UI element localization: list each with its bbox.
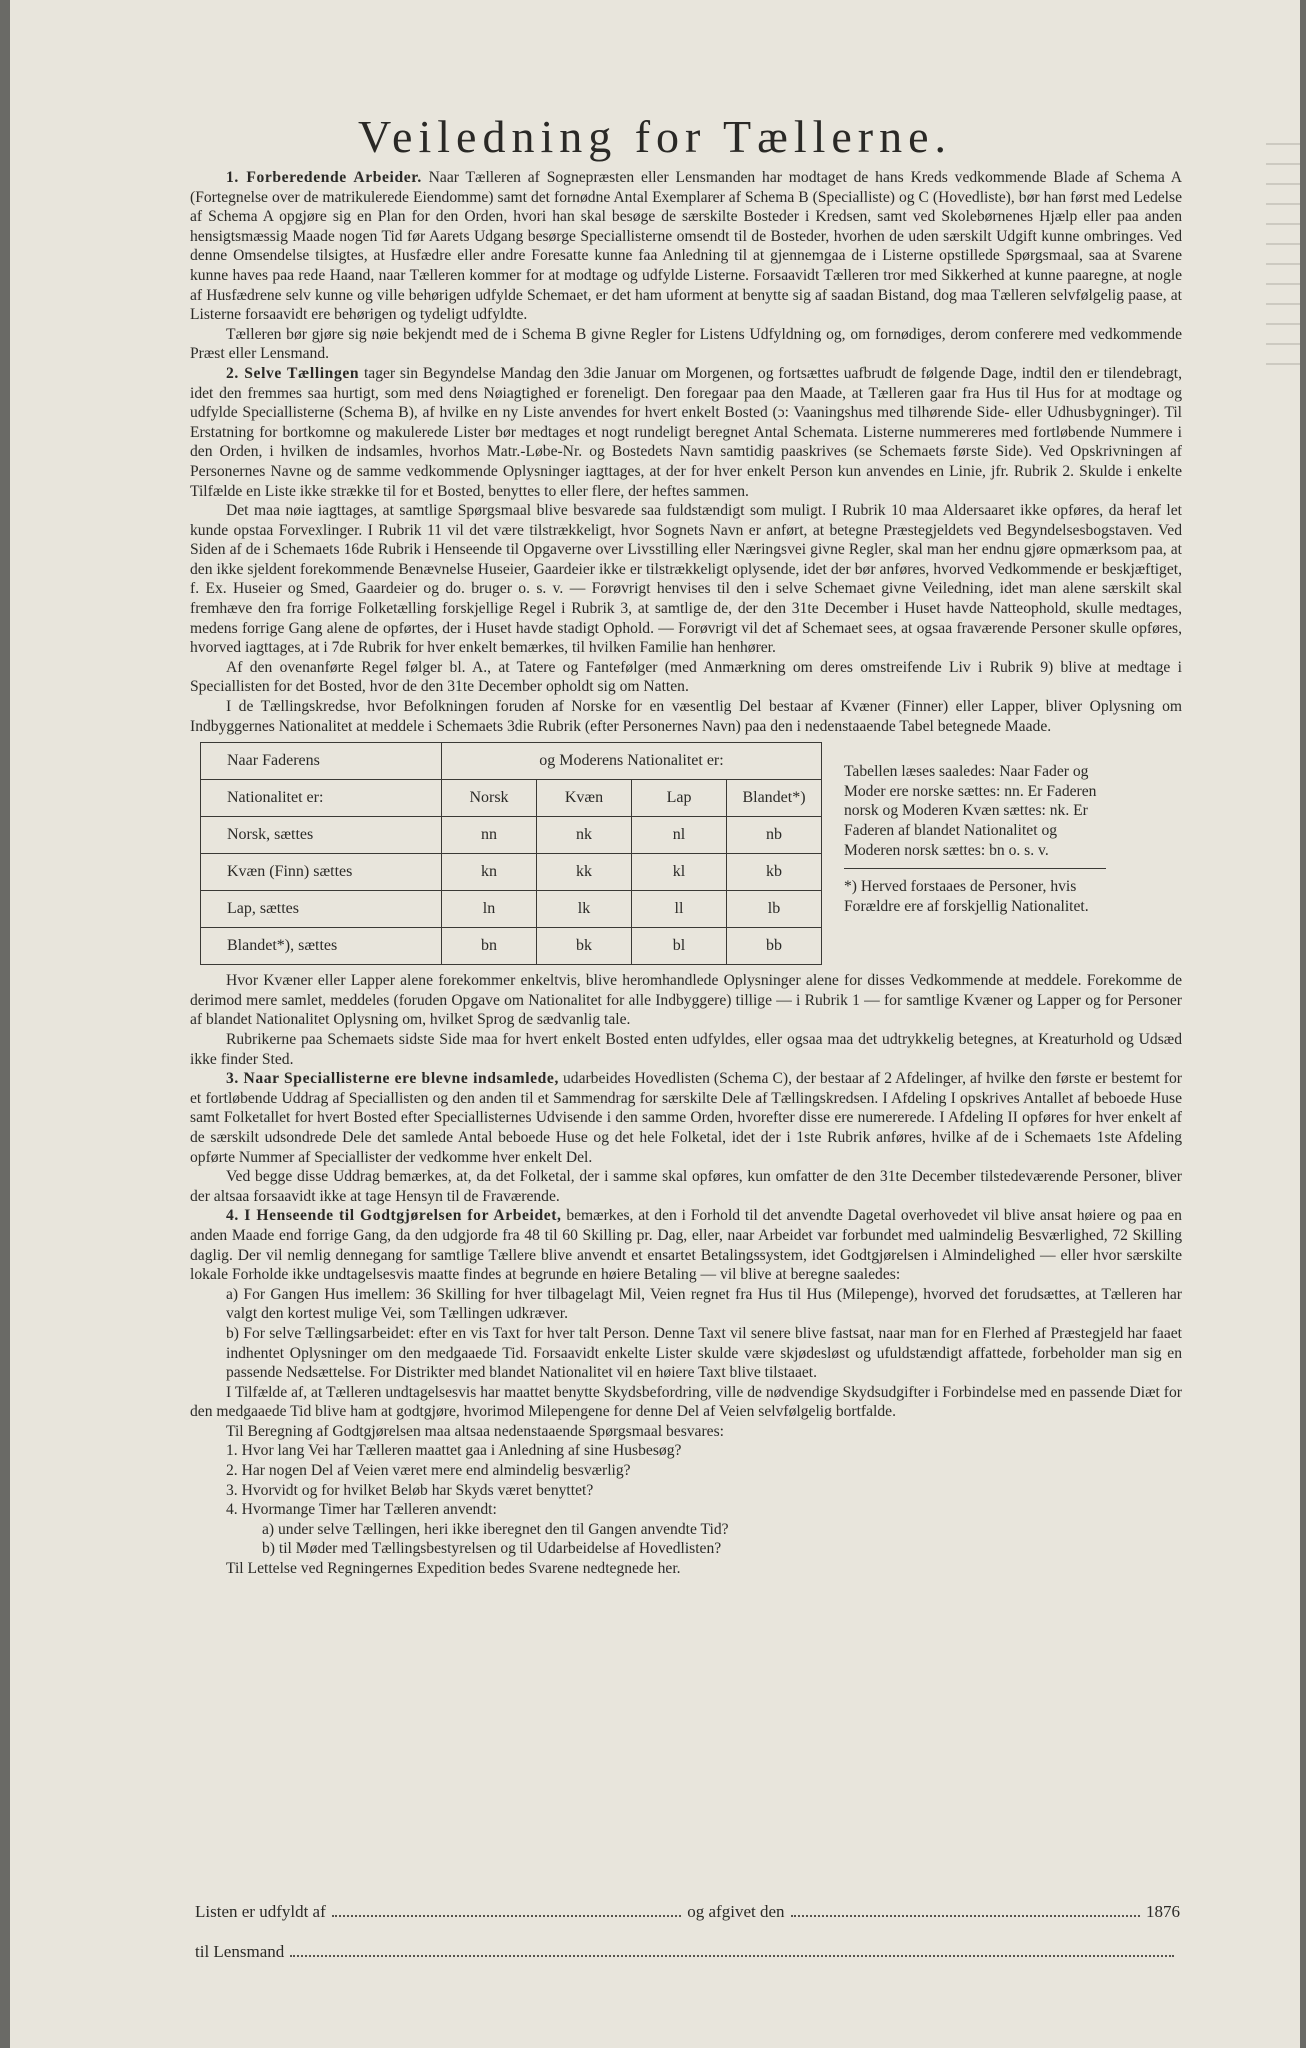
year-label: 1876 <box>1146 1902 1181 1921</box>
section-4-rates <box>190 1285 1182 1383</box>
rate-a: a) For Gangen Hus imellem: 36 Skilling for hver tilbagelagt Mil, Veien regnet fra Hus til Hus (Milepenge), hvorved det forudsættes, at Tælleren har valgt den kortest mulige Vei, som Tællingen udkræver. <box>226 1285 1182 1323</box>
section-4-heading: 4. I Henseende til Godtgjørelsen for Arbeidet, <box>226 1207 562 1225</box>
table-footnote: *) Herved forstaaes de Personer, hvis Forældre ere af forskjellig Nationalitet. <box>844 878 1089 915</box>
question-3: 3. Hvorvidt og for hvilket Beløb har Skyds været benyttet? <box>226 1481 594 1499</box>
header-father: Naar Faderens <box>201 743 442 780</box>
lensmand-blank[interactable] <box>290 1955 1174 1957</box>
section-2-paragraph-2: Det maa nøie iagttages, at samtlige Spørgsmaal blive besvarede saa fuldstændigt som muligt. I Rubrik 10 maa Aldersaaret ikke opføres, da heraf let kunde opstaa Forvexlinger. I Rubrik 11 vil det være tilstrækkeligt, hvor Sognets Navn er anført, at betegne Præstegjeldets ved Begyndelsesbogstaven. Ved Siden af de i Schemaets 16de Rubrik i Henseende til Opgaverne over Livsstilling eller Næringsvei givne Regler, skal man her endnu gjøre opmærksom paa, at den ikke sjeldent forekommende Benævnelse Huseier, Gaardeier ikke er tilstrækkeligt oplysende, idet der bør anføres, hvorved Vedkommende er beskjæftiget, f. Ex. Huseier og Smed, Gaardeier og do. bruger o. s. v. — Forøvrigt henvises til den i selve Schemaet givne Veiledning, idet man alene særskilt skal fremhæve den fra forrige Folketælling forskjellige Regel i Rubrik 3, at samtlige de, der den 31te December i Huset havde Natteophold, skulle medtages, medens forrige Gang alene de opførtes, der i Huset havde stadigt Ophold. — Forøvrigt vil det af Schemaet sees, at ogsaa fraværende Personer skulle opføres, hvorved iagttages, at i 7de Rubrik for hver enkelt bemærkes, til hvilken Familie han henhører. <box>190 502 1182 657</box>
lensmand-label: til Lensmand <box>195 1942 285 1961</box>
bleed-through-text <box>1266 125 1300 545</box>
question-4: 4. Hvormange Timer har Tælleren anvendt: <box>226 1501 497 1519</box>
question-1: 1. Hvor lang Vei har Tælleren maattet gaa i Anledning af sine Husbesøg? <box>226 1442 682 1460</box>
table-row: Kvæn (Finn) sættes kn kk kl kb <box>201 854 822 891</box>
table-reading-note: Tabellen læses saaledes: Naar Fader og Moder ere norske sættes: nn. Er Faderen norsk og Moderen Kvæn sættes: nk. Er Faderen af blandet Nationalitet og Moderen norsk sættes: bn o. s. v. <box>844 763 1097 859</box>
footer-line-2 <box>195 1942 1180 1962</box>
after-table-paragraph: Hvor Kvæner eller Lapper alene forekommer enkeltvis, blive heromhandlede Oplysninger alene for disses Vedkommende at meddele. Forekomme de derimod mere samlet, meddeles (foruden Opgave om Nationalitet for alle Indbyggere) tillige — i Rubrik 1 — for samtlige Kvæner og Lapper og for Personer af blandet Nationalitet Oplysning om, hvilket Sprog de sædvanlig tale. <box>190 972 1182 1029</box>
document-body <box>190 168 1182 1579</box>
header-mother: og Moderens Nationalitet er: <box>442 743 822 780</box>
section-4-paragraph-2: I Tilfælde af, at Tælleren undtagelsesvis har maattet benytte Skydsbefordring, ville de nødvendige Skydsudgifter i Forbindelse med en passende Diæt for den medgaaede Tid blive ham at godtgjøre, hvorimod Milepengene for denne Del af Veien selvfølgelig bortfalde. <box>190 1383 1182 1421</box>
col-norsk: Norsk <box>442 780 537 817</box>
section-2-paragraph: 2. Selve Tællingen tager sin Begyndelse Mandag den 3die Januar om Morgenen, og fortsættes uafbrudt de følgende Dage, indtil den er tilendebragt, idet den fremmes saa hurtigt, som med dens Nøiagtighed er foreneligt. Den foregaar paa den Maade, at Tælleren gaar fra Hus til Hus for at modtage og udfylde Speciallisterne (Schema B), af hvilke en ny Liste anvendes for hvert enkelt Bosted (ɔ: Vaaningshus med tilhørende Side- eller Udhusbygninger). Til Erstatning for bortkomne og makulerede Lister bør medtages et nogt rundeligt beregnet Antal Schemata. Listerne nummereres med fortløbende Nummere i den Orden, i hvilken de indsamles, hvorhos Matr.-Løbe-Nr. og Bostedets Navn samtidig paaskrives (se Schemaets første Side). Ved Opskrivningen af Personernes Navne og de samme vedkommende Oplysninger iagttages, at der for hver enkelt Person kun anvendes en Linie, jfr. Rubrik 2. Skulde i enkelte Tilfælde en Liste ikke strække til for et Bosted, benyttes to eller flere, der heftes sammen. <box>190 364 1182 500</box>
section-1-paragraph-2: Tælleren bør gjøre sig nøie bekjendt med de i Schema B givne Regler for Listens Udfyldning og, om fornødiges, derom conferere med vedkommende Præst eller Lensmand. <box>190 325 1182 363</box>
note-divider <box>844 868 1106 869</box>
footer-line-1 <box>195 1902 1180 1922</box>
table-notes <box>844 742 1106 965</box>
section-3-heading: 3. Naar Speciallisterne ere blevne indsamlede, <box>226 1070 559 1088</box>
page-title: Veiledning for Tællerne. <box>357 111 953 162</box>
col-kvaen: Kvæn <box>537 780 632 817</box>
section-2-heading: 2. Selve Tællingen <box>226 364 360 382</box>
table-subheader-row <box>201 780 822 817</box>
col-blandet: Blandet*) <box>727 780 822 817</box>
section-3-paragraph-2: Ved begge disse Uddrag bemærkes, at, da det Folketal, der i samme skal opføres, kun omfatter de den 31te December tilstedeværende Personer, bliver der altsaa forsaavidt ikke at tage Hensyn til de Fraværende. <box>190 1168 1182 1205</box>
col-lap: Lap <box>632 780 727 817</box>
section-4-paragraph-4: Til Lettelse ved Regningernes Expedition bedes Svarene nedtegnede her. <box>226 1560 681 1578</box>
section-1-heading: 1. Forberedende Arbeider. <box>226 169 422 186</box>
table-row: Lap, sættes ln lk ll lb <box>201 891 822 928</box>
document-page <box>10 0 1300 2048</box>
date-blank[interactable] <box>791 1915 1141 1917</box>
section-1-paragraph: 1. Forberedende Arbeider. Naar Tælleren af Sognepræsten eller Lensmanden har modtaget de hans Kreds vedkommende Blade af Schema A (Fortegnelse over de matrikulerede Eiendomme) samt det fornødne Antal Exemplarer af Schema B (Specialliste) og C (Hovedliste), bør han først med Ledelse af Schema A opgjøre sig en Plan for den Orden, hvori han skal besøge de særskilte Bosteder i Kredsen, samt ved Skolebørnenes Hjælp eller paa anden hensigtsmæssig Maade nogen Tid før Aarets Udgang besørge Speciallisterne omsendt til de Bosteder, hvorhen de uden særskilt Udgift kunne ombringes. Ved denne Omsendelse tilsigtes, at Husfædre eller andre Foresatte kunne faa Anledning til at gjennemgaa de i Listerne opstillede Spørgsmaal, saa at Svarene kunne haves paa rede Haand, naar Tælleren kommer for at modtage og udfylde Listerne. Forsaavidt Tælleren tror med Sikkerhed at kunne paaregne, at nogle af Husfædrene selv kunne og ville behørigen udfylde Schemaet, er det ham uforment at benytte sig af saadan Bistand, dog maa Tælleren selvfølgelig paase, at Listerne forsaavidt ere behørigen og tydeligt udfyldte. <box>190 169 1182 324</box>
delivered-label: og afgivet den <box>687 1902 785 1921</box>
section-4-paragraph-3: Til Beregning af Godtgjørelsen maa altsaa nedenstaaende Spørgsmaal besvares: <box>226 1422 724 1440</box>
section-2-paragraph-3: Af den ovenanførte Regel følger bl. A., at Tatere og Fantefølger (med Anmærkning om deres omstreifende Liv i Rubrik 9) blive at medtage i Speciallisten for det Bosted, hvor de den 31te December opholdt sig om Natten. <box>190 658 1182 696</box>
filled-by-blank[interactable] <box>332 1915 682 1917</box>
table-row: Blandet*), sættes bn bk bl bb <box>201 928 822 965</box>
nationality-section <box>200 742 1182 965</box>
after-table-paragraph-2: Rubrikerne paa Schemaets sidste Side maa for hvert enkelt Bosted enten udfyldes, eller ogsaa maa det udtrykkelig betegnes, at Kreaturhold og Udsæd ikke finder Sted. <box>190 1031 1182 1068</box>
questions-list <box>190 1441 1182 1559</box>
section-2-paragraph-4: I de Tællingskredse, hvor Befolkningen foruden af Norske for en væsentlig Del bestaar af Kvæner (Finner) eller Lapper, bliver Oplysning om Indbyggernes Nationalitet at meddele i Schemaets 3die Rubrik (efter Personernes Navn) paa den i nedenstaaende Tabel betegnede Maade. <box>190 698 1182 735</box>
question-4a: a) under selve Tællingen, heri ikke iberegnet den til Gangen anvendte Tid? <box>262 1520 729 1538</box>
section-3-paragraph: 3. Naar Speciallisterne ere blevne indsamlede, udarbeides Hovedlisten (Schema C), der bestaar af 2 Afdelinger, af hvilke den første er bestemt for et fortløbende Uddrag af Speciallisten og den anden til et Sammendrag for særskilte Dele af Tællingskredsen. I Afdeling I opskrives Antallet af beboede Huse samt Folketallet for hvert Bosted efter Speciallisternes Udvisende i den samme Orden, hvorefter disse ere numererede. I Afdeling II opføres for hver enkelt af de særskilt udsondrede Dele det samlede Antal beboede Huse og det hele Folketal, idet der i 1ste Rubrik anføres, hvilke af de i Schemaets 1ste Afdeling opførte Nummer af Speciallister der vedkomme hver enkelt Del. <box>190 1070 1182 1166</box>
table-row: Norsk, sættes nn nk nl nb <box>201 817 822 854</box>
table-header-row <box>201 743 822 780</box>
header-father-2: Nationalitet er: <box>201 780 442 817</box>
rate-b: b) For selve Tællingsarbeidet: efter en vis Taxt for hver talt Person. Denne Taxt vil senere blive fastsat, naar man for en Flerhed af Præstegjeld har faaet indhentet Oplysninger om den medgaaede Tid. Forsaavidt enkelte Lister skulde være skjødesløst og ufuldstændigt affattede, forbeholder man sig en passende Nedsættelse. For Distrikter med blandet Nationalitet vil en høiere Taxt blive tilstaaet. <box>226 1324 1182 1382</box>
section-4-paragraph: 4. I Henseende til Godtgjørelsen for Arbeidet, bemærkes, at den i Forhold til det anvendte Dagetal overhovedet vil blive ansat høiere og paa en anden Maade end forrige Gang, da den udgjorde fra 48 til 60 Skilling pr. Dag, eller, naar Arbeidet var forbundet med ualmindelig Besværlighed, 72 Skilling daglig. Der vil nemlig dennegang for samtlige Tællere blive anvendt et ensartet Betalingssystem, idet Godtgjørelsen i Almindelighed — eller hvor særskilte lokale Forholde ikke undtagelsesvis maatte findes at begrunde en høiere Betaling — vil blive at beregne saaledes: <box>190 1207 1182 1284</box>
question-2: 2. Har nogen Del af Veien været mere end almindelig besværlig? <box>226 1462 631 1480</box>
question-4b: b) til Møder med Tællingsbestyrelsen og til Udarbeidelse af Hovedlisten? <box>262 1540 722 1558</box>
filled-by-label: Listen er udfyldt af <box>195 1902 326 1921</box>
nationality-table <box>200 742 822 965</box>
